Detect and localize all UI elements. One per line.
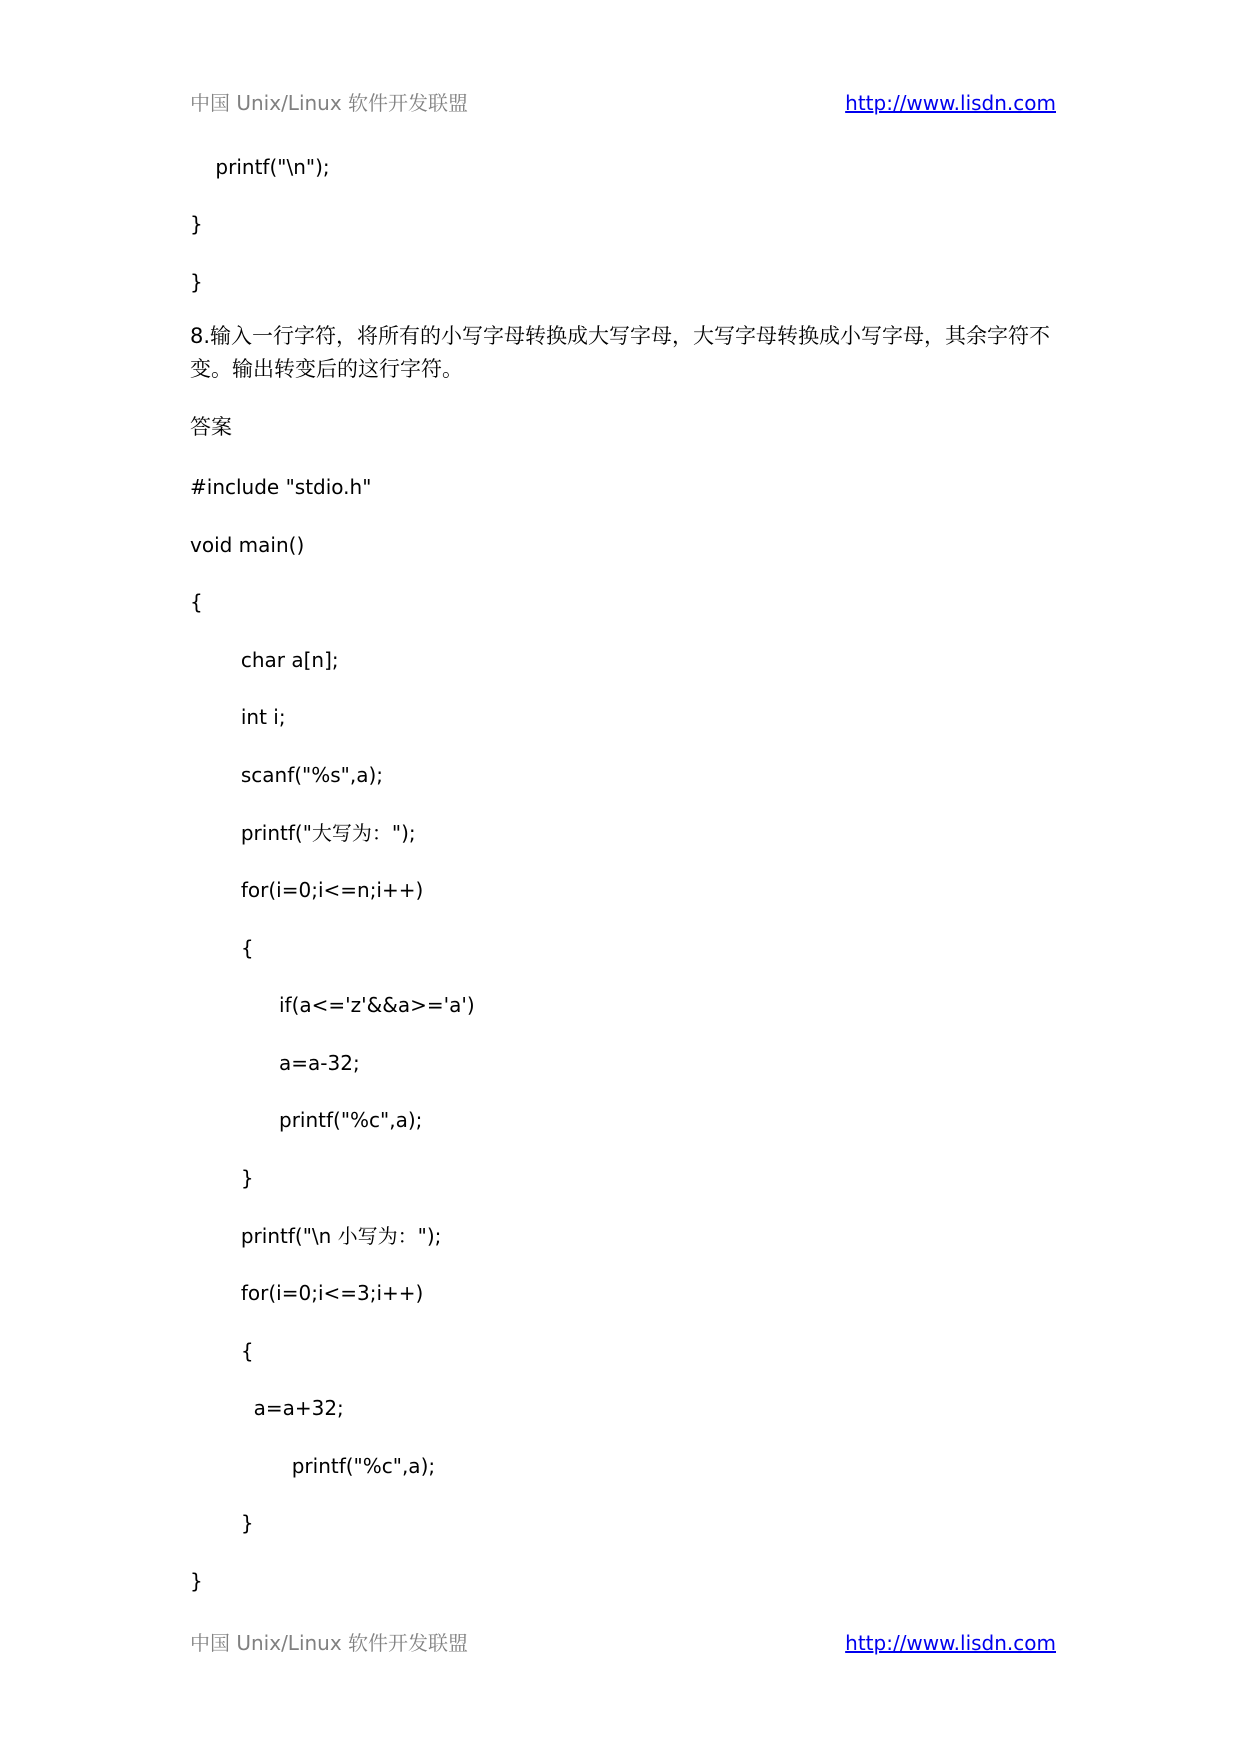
page-header xyxy=(190,88,1056,118)
code-line: for(i=0;i<=n;i++) xyxy=(190,878,424,902)
code-line: for(i=0;i<=3;i++) xyxy=(190,1281,424,1305)
code-line: scanf("%s",a); xyxy=(190,763,384,787)
code-line: printf("\n"); xyxy=(190,155,330,179)
code-line: #include "stdio.h" xyxy=(190,475,372,499)
code-line: } xyxy=(190,1569,203,1593)
code-line: } xyxy=(190,270,203,294)
code-line: int i; xyxy=(190,705,286,729)
code-line: printf("%c",a); xyxy=(190,1454,436,1478)
footer-org: 中国 Unix/Linux 软件开发联盟 xyxy=(190,1631,469,1655)
answer-label: 答案 xyxy=(190,415,232,439)
code-line: } xyxy=(190,1166,254,1190)
header-org: 中国 Unix/Linux 软件开发联盟 xyxy=(190,91,469,115)
page-footer xyxy=(190,1628,1056,1658)
code-line: printf("\n 小写为："); xyxy=(190,1224,442,1248)
code-line: char a[n]; xyxy=(190,648,339,672)
code-line: a=a+32; xyxy=(190,1396,344,1420)
code-line: void main() xyxy=(190,533,305,557)
code-line: printf("%c",a); xyxy=(190,1108,423,1132)
code-line: } xyxy=(190,212,203,236)
footer-link[interactable]: http://www.lisdn.com xyxy=(845,1631,1056,1655)
question-text: 8.输入一行字符，将所有的小写字母转换成大写字母，大写字母转换成小写字母，其余字符不变。输出转变后的这行字符。 xyxy=(190,324,1051,381)
code-line: a=a-32; xyxy=(190,1051,360,1075)
code-line: if(a<='z'&&a>='a') xyxy=(190,993,475,1017)
code-line: { xyxy=(190,590,203,614)
code-line: } xyxy=(190,1511,254,1535)
code-line: printf("大写为："); xyxy=(190,821,416,845)
header-link[interactable]: http://www.lisdn.com xyxy=(845,91,1056,115)
code-line: { xyxy=(190,936,254,960)
code-line: { xyxy=(190,1339,254,1363)
